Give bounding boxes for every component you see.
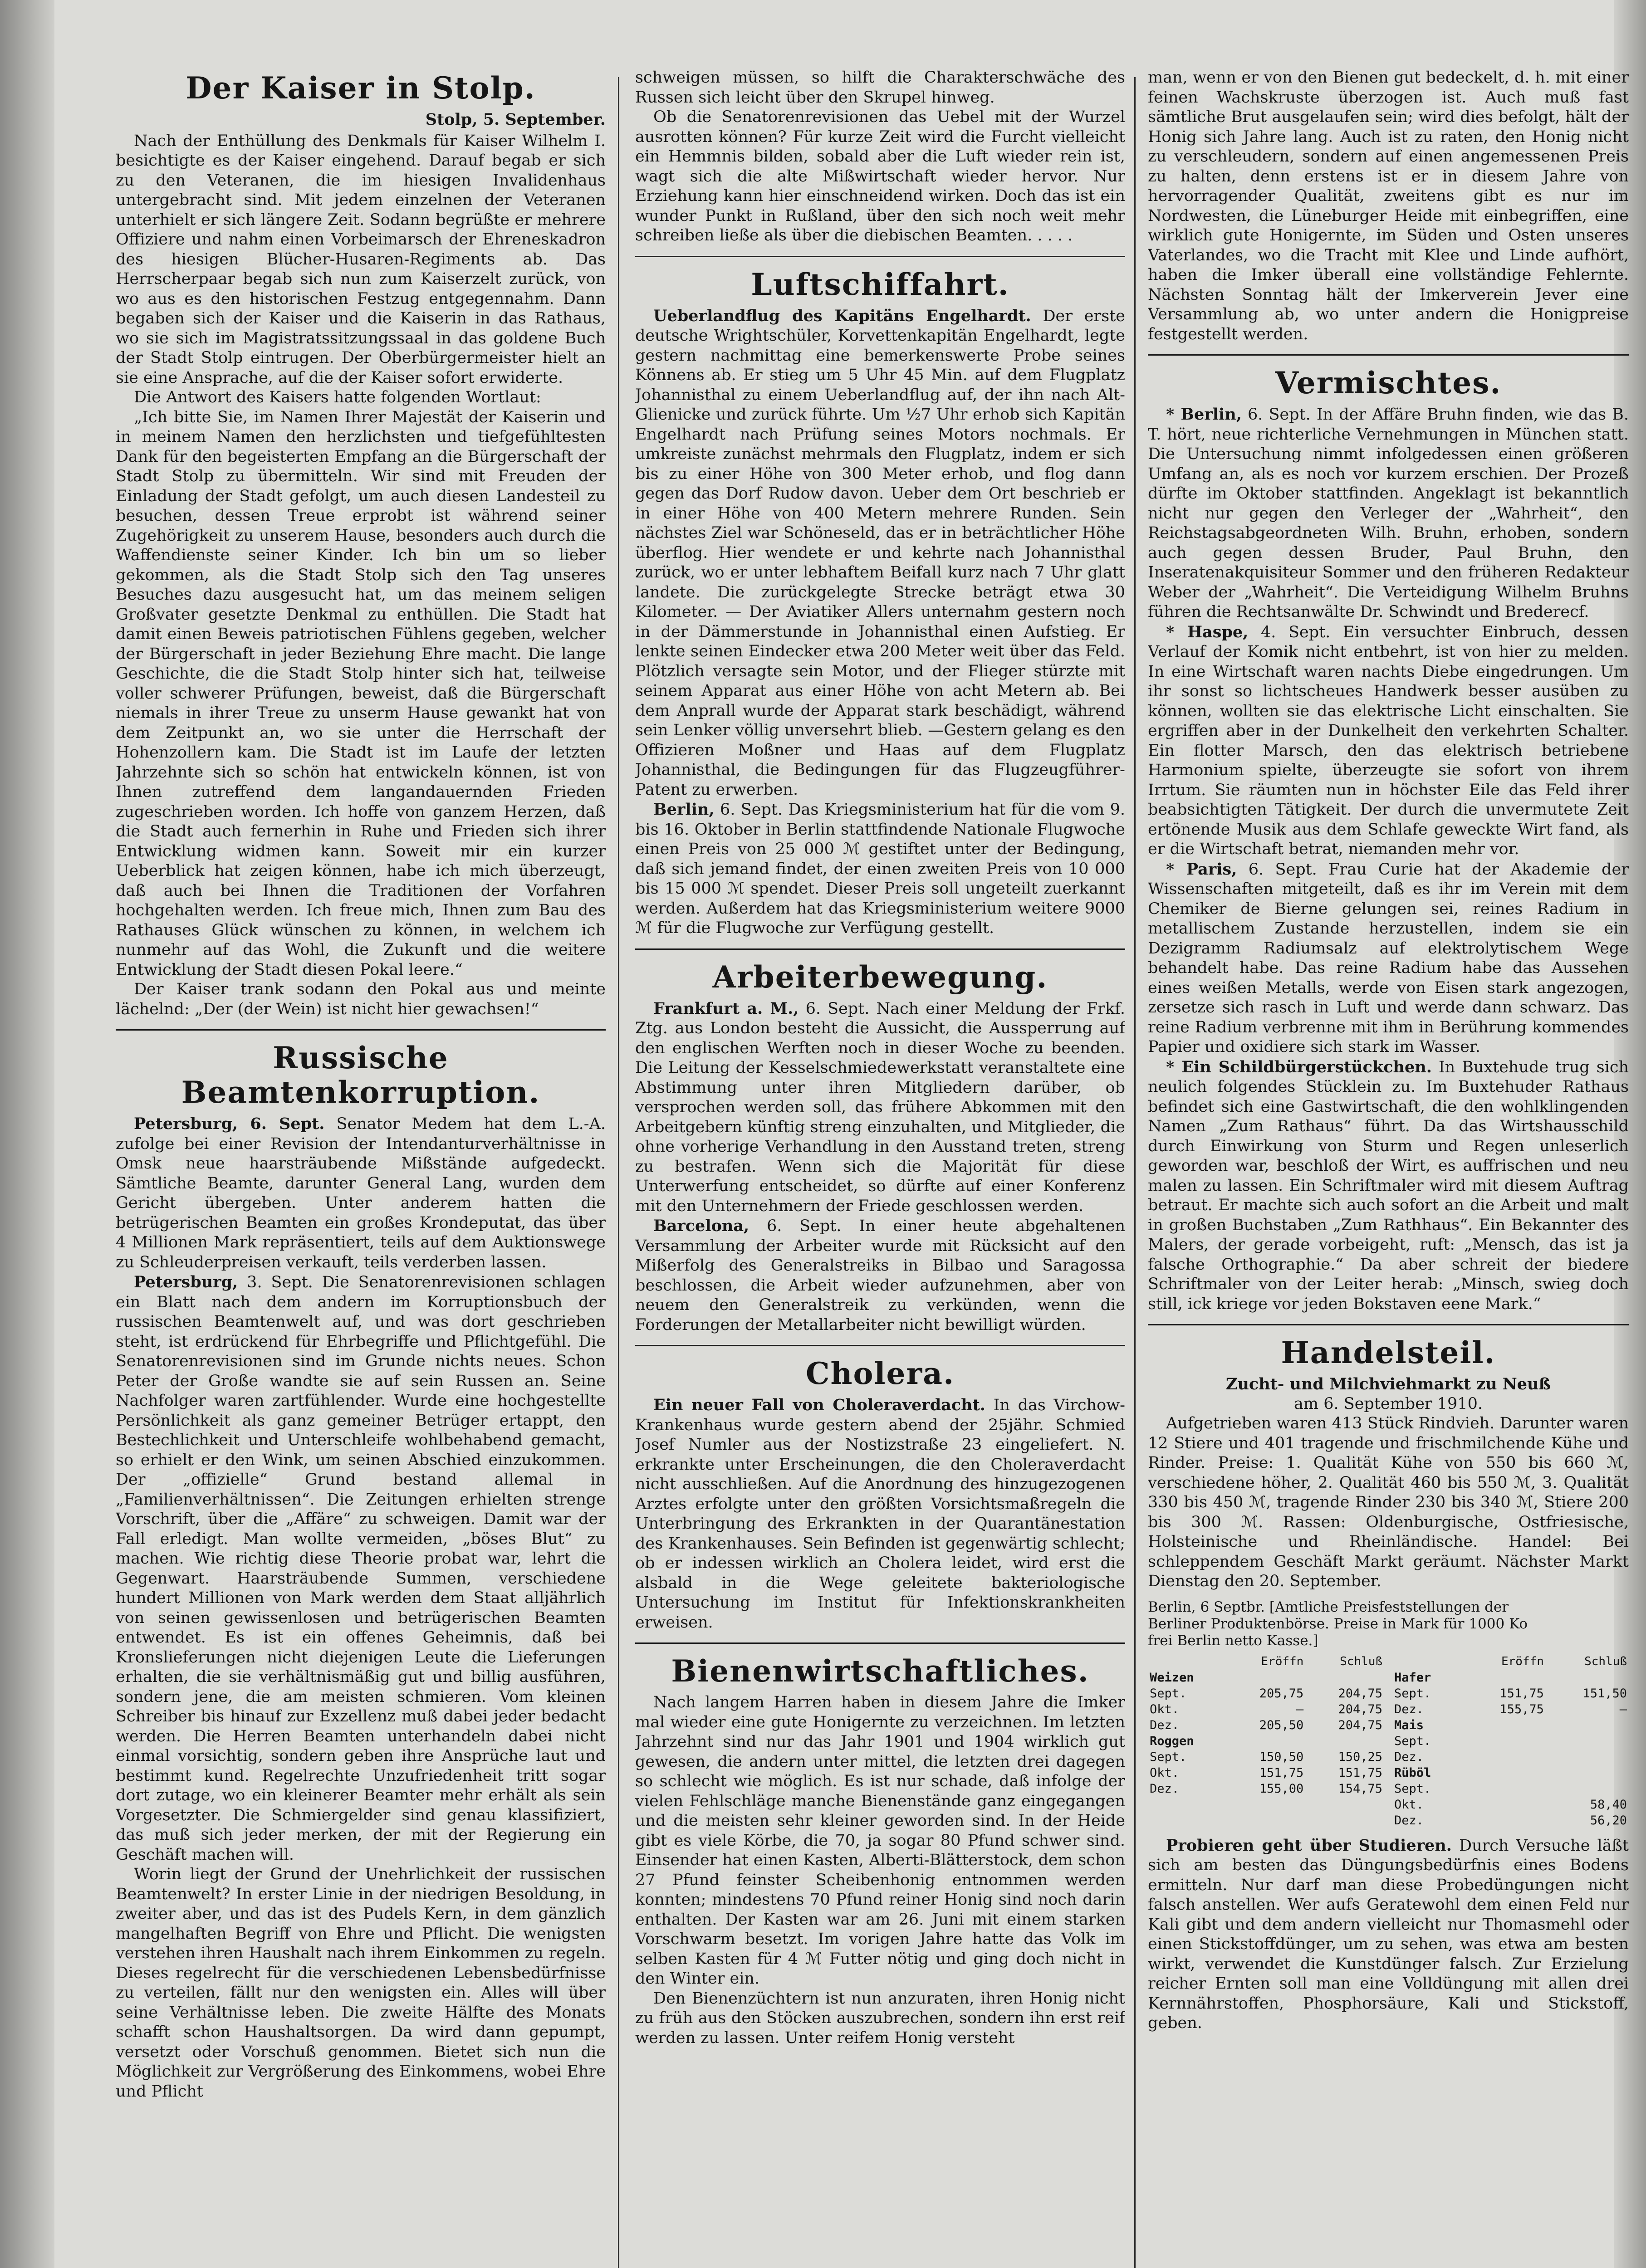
price-open: 151,75 <box>1499 1686 1544 1701</box>
price-close: 151,75 <box>1338 1765 1382 1780</box>
column-header-open: Eröffn <box>1261 1654 1304 1668</box>
article-paragraph: Der Kaiser trank sodann den Pokal aus und meinte lächelnd: „Der (der Wein) ist nicht hier gewachsen!“ <box>116 980 606 1018</box>
price-open <box>1227 1670 1306 1686</box>
price-label: Rüböl <box>1394 1765 1431 1780</box>
price-open: 150,50 <box>1259 1750 1304 1764</box>
headline-kaiser-in-stolp: Der Kaiser in Stolp. <box>186 70 536 106</box>
price-close: 58,40 <box>1590 1797 1627 1812</box>
price-open <box>1463 1781 1546 1797</box>
headline-russische-beamtenkorruption: Russische Beamtenkorruption. <box>181 1040 540 1110</box>
price-label: Dez. <box>1150 1718 1180 1732</box>
price-label: Dez. <box>1394 1702 1424 1716</box>
section-rule <box>635 256 1125 257</box>
article-paragraph: Ob die Senatorenrevisionen das Uebel mit der Wurzel ausrotten können? Für kurze Zeit wird die Furcht vielleicht ein Hemmnis bilden, sobald aber die Luft wieder rein ist, wagt sich die alte Mißwirtschaft wieder hervor. Nur Erziehung kann hier einschneidend wirken. Doch das ist ein wunder Punkt in Rußland, über den sich noch weit mehr schreiben ließe als über die diebischen Beamten. . . . . <box>635 108 1125 244</box>
article-lead: * Paris, <box>1166 860 1237 879</box>
article-paragraph <box>635 306 1125 800</box>
price-row <box>1148 1749 1384 1765</box>
price-row <box>1392 1813 1629 1828</box>
column-2 <box>635 68 1125 2268</box>
price-close: 151,50 <box>1582 1686 1627 1701</box>
headline-handelsteil: Handelsteil. <box>1281 1335 1496 1370</box>
price-close <box>1546 1765 1629 1781</box>
price-label: Hafer <box>1394 1670 1431 1685</box>
market-date: am 6. September 1910. <box>1294 1394 1483 1413</box>
article-text: Der erste deutsche Wrightschüler, Korvettenkapitän Engelhardt, legte gestern nachmittag eine bemerkenswerte Probe seines Könnens ab. Er stieg um 5 Uhr 45 Min. auf dem Flugplatz Johannisthal zu einem Ueberlandflug auf, der ihn nach Alt-Glienicke und zurück führte. Um ½7 Uhr erhob sich Kapitän Engelhardt nach Prüfung seines Motors nochmals. Er umkreiste zunächst mehrmals den Flugplatz, indem er sich bis zu einer Höhe von 300 Meter erhob, und flog dann gegen das Dorf Rudow davon. Ueber dem Ort beschrieb er in einer Höhe von 400 Metern mehrere Runden. Sein nächstes Ziel war Schöneseld, das er in beträchtlicher Höhe überflog. Hier wendete er und kehrte nach Johannisthal zurück, wo er unter lebhaftem Beifall kurz nach 7 Uhr glatt landete. Die zurückgelegte Strecke beträgt etwa 30 Kilometer. — Der Aviatiker Allers unternahm gestern noch in der Dämmerstunde in Johannisthal einen Aufstieg. Er lenkte seinen Eindecker etwa 200 Meter weit über das Feld. Plötzlich versagte sein Motor, und der Flieger stürzte mit seinem Apparat aus einer Höhe von acht Metern ab. Bei dem Anprall wurde der Apparat stark beschädigt, während sein Lenker völlig unversehrt blieb. —Gestern gelang es den Offizieren Moßner und Haas auf dem Flugplatz Johannisthal, die Bedingungen für das Flugzeugführer-Patent zu erwerben. <box>635 307 1125 799</box>
price-close: 150,25 <box>1338 1750 1382 1764</box>
section-rule <box>1148 354 1629 356</box>
article-paragraph: Aufgetrieben waren 413 Stück Rindvieh. Darunter waren 12 Stiere und 401 tragende und frischmilchende Kühe und Rinder. Preise: 1. Qualität Kühe von 550 bis 660 ℳ, verschiedene höher, 2. Qualität 460 bis 550 ℳ, 3. Qualität 330 bis 450 ℳ, tragende Rinder 230 bis 340 ℳ, Stiere 200 bis 300 ℳ. Rassen: Oldenburgische, Ostfriesische, Holsteinische und Rheinländische. Handel: Bei schleppendem Geschäft Markt geräumt. Nächster Markt Dienstag den 20. September. <box>1148 1414 1629 1590</box>
article-text: 3. Sept. Die Senatorenrevisionen schlagen ein Blatt nach dem andern im Korruptionsbuch der russischen Beamtenwelt auf, und was dort geschrieben steht, ist erdrückend für Ehrbegriffe und Pflichtgefühl. Die Senatorenrevisionen sind im Grunde nichts neues. Schon Peter der Große wandte sie auf sein Russen an. Seine Nachfolger waren zartfühlender. Wurde eine hochgestellte Persönlichkeit als ganz gemeiner Betrüger ertappt, den Bestechlichkeit und Unterschleife wohlbehabend gemacht, so erhielt er den Wink, um seinen Abschied einzukommen. Der „offizielle“ Grund bestand allemal in „Familienverhältnissen“. Die Zeitungen erhielten strenge Vorschrift, über die „Affäre“ zu schweigen. Damit war der Fall erledigt. Man wollte vermeiden, „böses Blut“ zu machen. Wie richtig diese Theorie probat war, lehrt die Gegenwart. Haarsträubende Summen, verschiedene hundert Millionen von Mark werden dem Staat alljährlich von seinen gewissenlosen und betrügerischen Beamten entwendet. Es ist ein offenes Geheimnis, daß bei Kronslieferungen nicht diejenigen Leute die Lieferungen erhalten, die sie verhältnismäßig gut und billig ausführen, sondern jene, die am meisten schmieren. Vom kleinen Schreiber bis hinauf zur Exzellenz muß dabei jeder bedacht werden. Die Herren Beamten unterhandeln dabei nicht einmal vorsichtig, sondern geben ihre Ansprüche laut und bestimmt kund. Regelrechte Unzufriedenheit tritt sogar dort zutage, wo ein kleinerer Beamter mehr erhält als sein Vorgesetzter. Die Schmiergelder sind genau klassifiziert, das muß sich jeder merken, der mit der Regierung ein Geschäft machen will. <box>116 1273 606 1864</box>
article-paragraph <box>1148 1836 1629 2033</box>
article-text: 4. Sept. Ein versuchter Einbruch, dessen Verlauf der Komik nicht entbehrt, ist von hier zu melden. In eine Wirtschaft waren nachts Diebe eingedrungen. Um ihr sonst so lichtscheues Handwerk besser ausüben zu können, wollten sie das elektrische Licht einschalten. Sie ergriffen aber in der Dunkelheit den verkehrten Schalter. Ein flotter Marsch, den das elektrisch betriebene Harmonium spielte, überzeugte sie sofort von ihrem Irrtum. Sie räumten nun in höchster Eile das Feld ihrer beabsichtigten Tätigkeit. Der durch die unvermutete Zeit ertönende Musik aus dem Schlafe geweckte Wirt fand, als er die Wirtschaft betrat, niemanden mehr vor. <box>1148 623 1629 858</box>
column-1 <box>116 68 606 2268</box>
price-table-block <box>1148 1599 1629 1828</box>
section-rule <box>1148 1324 1629 1325</box>
headline-arbeiterbewegung: Arbeiterbewegung. <box>712 959 1048 995</box>
article-text: Senator Medem hat dem L.-A. zufolge bei einer Revision der Intendanturverhältnisse in Omsk neue haarsträubende Mißstände aufgedeckt. Sämtliche Beamte, darunter General Lang, wurden dem Gericht übergeben. Unter anderem hatten die betrügerischen Beamten ein großes Krondeputat, das über 4 Millionen Mark repräsentiert, teils auf dem Auktionswege zu Schleuderpreisen verkauft, teils verderben lassen. <box>116 1115 606 1271</box>
article-lead: Ueberlandflug des Kapitäns Engelhardt. <box>653 306 1031 325</box>
article-paragraph <box>1148 1057 1629 1315</box>
price-close <box>1546 1670 1629 1686</box>
article-paragraph: Den Bienenzüchtern ist nun anzuraten, ihren Honig nicht zu früh aus den Stöcken auszubrechen, sondern ihn erst reif werden zu lassen. Unter reifem Honig versteht <box>635 1989 1125 2047</box>
price-row <box>1148 1717 1384 1733</box>
article-lead: * Ein Schildbürgerstückchen. <box>1166 1057 1432 1076</box>
price-close <box>1546 1733 1629 1749</box>
price-open <box>1463 1733 1546 1749</box>
price-open <box>1463 1749 1546 1765</box>
article-lead: Barcelona, <box>653 1217 750 1235</box>
price-close <box>1546 1717 1629 1733</box>
article-text: 6. Sept. In einer heute abgehaltenen Versammlung der Arbeiter wurde mit Rücksicht auf den Mißerfolg des Generalstreiks in Bilbao und Saragossa beschlossen, die Arbeit wieder aufzunehmen, aber von neuem den Generalstreik zu verkünden, wenn die Forderungen der Metallarbeiter nicht bewilligt würden. <box>635 1217 1125 1334</box>
article-paragraph: „Ich bitte Sie, im Namen Ihrer Majestät der Kaiserin und in meinem Namen den herzlichsten und tiefgefühltesten Dank für den begeisterten Empfang an die Bürgerschaft der Stadt Stolp zu übermitteln. Wir sind mit Freuden der Einladung der Stadt gefolgt, um auch diesen Landesteil zu besuchen, dessen Treue erprobt ist während seiner Zugehörigkeit zu unserem Hause, besonders auch durch die Waffendienste seiner Kinder. Ich bin um so lieber gekommen, als die Stadt Stolp sich den Tag unseres Besuches dazu ausgesucht hat, um das meinem seligen Großvater gesetzte Denkmal zu enthüllen. Die Stadt hat damit einen Beweis patriotischen Fühlens gegeben, welcher der Bürgerschaft in jeder Beziehung Ehre macht. Die lange Geschichte, die die Stadt Stolp hinter sich hat, teilweise voller schwerer Prüfungen, beweist, daß die Bürgerschaft niemals in ihrer Treue zu unserm Hause gewankt hat von dem Zeitpunkt an, wo sie unter die Herrschaft der Hohenzollern kam. Die Stadt ist im Laufe der letzten Jahrzehnte sich so schön hat entwickeln können, ist von Ihnen zutreffend dem langandauernden Frieden zugeschrieben worden. Ich hoffe von ganzem Herzen, daß die Stadt auch fernerhin in Ruhe und Frieden sich ihrer Entwicklung widmen kann. Soweit mir ein kurzer Ueberblick hat zeigen können, habe ich mich überzeugt, daß auch bei Ihnen die Traditionen der Vorfahren hochgehalten werden. Ich freue mich, Ihnen zum Bau des Rathauses Glück wünschen zu können, in welchem ich nunmehr auf das Wohl, die Zukunft und die weitere Entwicklung der Stadt diesen Pokal leere.“ <box>116 408 606 979</box>
price-row <box>1148 1733 1384 1749</box>
price-row <box>1392 1749 1629 1765</box>
price-row <box>1148 1765 1384 1781</box>
price-row <box>1148 1670 1384 1686</box>
headline-cholera: Cholera. <box>805 1356 955 1391</box>
price-open <box>1227 1733 1306 1749</box>
column-rule-2 <box>1134 77 1136 2268</box>
article-paragraph <box>1148 622 1629 860</box>
article-text: In das Virchow-Krankenhaus wurde gestern abend der 25jähr. Schmied Josef Numler aus der Nostizstraße 23 eingeliefert. N. erkrankte unter Erscheinungen, die den Choleraverdacht nicht ausschließen. Auf die Anordnung des hinzugezogenen Arztes erfolgte unter den größten Vorsichtsmaßregeln die Unterbringung des Erkrankten in der Quarantänestation des Krankenhauses. Sein Befinden ist gegenwärtig schlecht; ob er indessen wirklich an Cholera leidet, wird erst die alsbald in die Wege geleitete bakteriologische Untersuchung im Institut für Infektionskrankheiten erweisen. <box>635 1396 1125 1632</box>
price-close <box>1546 1749 1629 1765</box>
price-label: Dez. <box>1394 1813 1424 1828</box>
price-open <box>1463 1813 1546 1828</box>
article-paragraph: Nach der Enthüllung des Denkmals für Kaiser Wilhelm I. besichtigte es der Kaiser eingehend. Darauf begab er sich zu den Veteranen, die im hiesigen Invalidenhaus untergebracht sind. Mit jedem einzelnen der Veteranen unterhielt er sich längere Zeit. Sodann begrüßte er mehrere Offiziere und nahm einen Vorbeimarsch der Ehreneskadron des hiesigen Blücher-Husaren-Regiments ab. Das Herrscherpaar begab sich nun zum Kaiserzelt zurück, von wo aus es den historischen Festzug entgegennahm. Dann begaben sich der Kaiser und die Kaiserin in das Rathaus, wo sie sich im Magistratssitzungssaal in das goldene Buch der Stadt Stolp eintrugen. Der Oberbürgermeister hielt an sie eine Ansprache, auf die der Kaiser sofort erwiderte. <box>116 132 606 387</box>
price-close: — <box>1619 1702 1627 1716</box>
price-label: Okt. <box>1150 1702 1180 1716</box>
article-text: 6. Sept. Frau Curie hat der Akademie der Wissenschaften mitgeteilt, daß es ihr im Verein mit dem Chemiker de Bierne gelungen sei, reines Radium in metallischem Zustande herzustellen, indem sie ein Dezigramm Radiumsalz auf elektrolytischem Wege behandelt habe. Das reine Radium habe das Aussehen eines weißen Metalls, werde von Eisen stark angezogen, zersetze sich rasch in Luft und werde dann schwarz. Das reine Radium verbrenne mit ihm in Berührung kommendes Papier und oxidiere sich stark im Wasser. <box>1148 860 1629 1056</box>
article-continuation: man, wenn er von den Bienen gut bedeckelt, d. h. mit einer feinen Wachskruste überzogen ist. Auch muß fast sämtliche Brut ausgelaufen sein; wird dies befolgt, hält der Honig sich Jahre lang. Auch ist zu raten, den Honig nicht zu verschleudern, sondern auf einen angemessenen Preis zu halten, denn erstens ist er in diesem Jahre von hervorragender Qualität, zweitens gibt es nur im Nordwesten, die Lüneburger Heide mit einbegriffen, eine wirklich gute Honigernte, im Süden und Osten unseres Vaterlandes, wo die Tracht mit Klee und Linde aufhört, haben die Imker überall eine vollständige Fehlernte. Nächsten Sonntag hält der Imkerverein Jever eine Versammlung ab, wo unter andern die Honigpreise festgestellt werden. <box>1148 68 1629 343</box>
price-label: Sept. <box>1394 1686 1431 1701</box>
price-close: 56,20 <box>1590 1813 1627 1828</box>
headline-vermischtes: Vermischtes. <box>1275 365 1502 401</box>
price-row <box>1392 1797 1629 1813</box>
price-label: Weizen <box>1150 1670 1194 1685</box>
price-label: Sept. <box>1394 1781 1431 1796</box>
book-spine-shadow <box>0 0 54 2268</box>
article-text: 6. Sept. In der Affäre Bruhn finden, wie das B. T. hört, neue richterliche Vernehmungen in München statt. Die Untersuchung nimmt infolgedessen einen größeren Umfang an, als es noch vor kurzem erschien. Der Prozeß dürfte im Oktober stattfinden. Angeklagt ist bekanntlich nicht nur gegen den Verleger der „Wahrheit“, den Reichstagsabgeordneten Wilh. Bruhn, erhoben, sondern auch gegen dessen Bruder, Paul Bruhn, den Inseratenakquisiteur Sommer und den früheren Redakteur Weber der „Wahrheit“. Die Verteidigung Wilhelm Bruhns führen die Rechtsanwälte Dr. Schwindt und Brederecf. <box>1148 406 1629 621</box>
price-label: Roggen <box>1150 1734 1194 1748</box>
price-open: 151,75 <box>1259 1765 1304 1780</box>
article-paragraph <box>635 800 1125 938</box>
price-close <box>1305 1670 1384 1686</box>
price-label: Mais <box>1394 1718 1424 1732</box>
price-open: — <box>1296 1702 1304 1716</box>
price-open <box>1463 1765 1546 1781</box>
article-paragraph <box>635 1395 1125 1633</box>
article-lead: Frankfurt a. M., <box>653 999 799 1018</box>
article-paragraph <box>1148 405 1629 622</box>
price-label: Sept. <box>1150 1750 1187 1764</box>
section-rule <box>116 1029 606 1031</box>
price-open <box>1463 1670 1546 1686</box>
price-close <box>1305 1733 1384 1749</box>
section-rule <box>635 1345 1125 1346</box>
market-subtitle: Zucht- und Milchviehmarkt zu Neuß <box>1225 1375 1551 1393</box>
article-paragraph <box>1148 860 1629 1057</box>
price-row <box>1392 1717 1629 1733</box>
column-header-close: Schluß <box>1340 1654 1382 1668</box>
column-header-open: Eröffn <box>1501 1654 1544 1668</box>
price-table-left <box>1148 1654 1384 1797</box>
price-open <box>1463 1797 1546 1813</box>
article-lead: * Haspe, <box>1166 622 1249 641</box>
article-lead: Petersburg, 6. Sept. <box>134 1114 325 1133</box>
price-table-header: frei Berlin netto Kasse.] <box>1148 1632 1318 1649</box>
column-header-close: Schluß <box>1584 1654 1627 1668</box>
article-text: In Buxtehude trug sich neulich folgendes Stücklein zu. Im Buxtehuder Rathaus befindet sich eine Gastwirtschaft, die den wohlklingenden Namen „Zum Rathaus“ führt. Da das Wirtshausschild durch Einwirkung von Sturm und Regen unleserlich geworden war, beschloß der Wirt, es auffrischen und neu malen zu lassen. Ein Schriftmaler wird mit diesem Auftrag betraut. Er machte sich auch sofort an die Arbeit und malt in großen Buchstaben „Zum Rathhaus“. Ein Bekannter des Malers, der gerade vorbeigeht, ruft: „Mensch, das ist ja falsche Orthographie.“ Da aber schreit der biedere Schriftmaler von der Leiter herab: „Minsch, swieg doch still, ick kriege vor jeden Bokstaven eene Mark.“ <box>1148 1058 1629 1313</box>
article-text: 6. Sept. Nach einer Meldung der Frkf. Ztg. aus London besteht die Aussicht, die Aussperrung auf den englischen Werften noch in dieser Woche zu beenden. Die Leitung der Kesselschmiedewerkstatt veranstaltete eine Abstimmung unter ihren Mitgliedern darüber, ob versprochen werden soll, das frühere Abkommen mit den Arbeitgebern künftig streng einzuhalten, und Mitglieder, die ohne vorherige Verhandlung in den Ausstand treten, streng zu bestrafen. Wenn sich die Majorität für diese Unterwerfung entscheidet, so dürfte auf einer Konferenz mit den Unternehmern der Friede geschlossen werden. <box>635 999 1125 1215</box>
price-label: Sept. <box>1150 1686 1187 1701</box>
price-row <box>1392 1686 1629 1701</box>
price-label: Dez. <box>1394 1750 1424 1764</box>
price-label: Okt. <box>1150 1765 1180 1780</box>
article-paragraph: Nach langem Harren haben in diesem Jahre die Imker mal wieder eine gute Honigernte zu verzeichnen. Im letzten Jahrzehnt sind nur das Jahr 1901 und 1904 wirklich gut gewesen, die andern unter mittel, die letzten drei dagegen so schlecht wie möglich. Es ist nur schade, daß infolge der vielen Fehlschläge manche Bienenstände ganz eingegangen und die meisten sehr kleiner geworden sind. In der Heide gibt es viele Körbe, die 70, ja sogar 80 Pfund schwer sind. Einsender hat einen Kasten, Alberti-Blätterstock, dem schon 27 Pfund feinster Scheibenhonig entnommen werden konnten; mindestens 70 Pfund reiner Honig sind noch darin enthalten. Der Kasten war am 26. Juni mit einem starken Vorschwarm besetzt. Im vorigen Jahre hatte das Volk im selben Kasten für 4 ℳ Futter nötig und ging doch nicht in den Winter ein. <box>635 1693 1125 1988</box>
price-table-header: Berliner Produktenbörse. Preise in Mark für 1000 Ko <box>1148 1615 1528 1632</box>
headline-luftschiffahrt: Luftschiffahrt. <box>751 266 1009 302</box>
price-close: 204,75 <box>1338 1686 1382 1701</box>
price-label: Dez. <box>1150 1781 1180 1796</box>
article-lead: * Berlin, <box>1166 405 1242 424</box>
price-row <box>1392 1701 1629 1717</box>
price-row <box>1392 1765 1629 1781</box>
price-table-header: Berlin, 6 Septbr. [Amtliche Preisfeststellungen der <box>1148 1598 1509 1615</box>
price-row <box>1148 1781 1384 1797</box>
price-open: 155,00 <box>1259 1781 1304 1796</box>
headline-bienenwirtschaftliches: Bienenwirtschaftliches. <box>671 1653 1089 1689</box>
price-open <box>1463 1717 1546 1733</box>
column-rule-1 <box>618 77 619 2268</box>
price-open: 205,75 <box>1259 1686 1304 1701</box>
section-rule <box>635 1642 1125 1644</box>
price-close <box>1546 1781 1629 1797</box>
price-row <box>1392 1781 1629 1797</box>
article-lead: Ein neuer Fall von Choleraverdacht. <box>653 1396 985 1414</box>
price-open: 205,50 <box>1259 1718 1304 1732</box>
price-open: 155,75 <box>1499 1702 1544 1716</box>
price-row <box>1148 1686 1384 1701</box>
article-paragraph: Die Antwort des Kaisers hatte folgenden Wortlaut: <box>134 388 541 406</box>
price-close: 154,75 <box>1338 1781 1382 1796</box>
section-rule <box>635 948 1125 950</box>
article-lead: Berlin, <box>653 800 715 819</box>
price-close: 204,75 <box>1338 1718 1382 1732</box>
article-text: Durch Versuche läßt sich am besten das Düngungsbedürfnis eines Bodens ermitteln. Nur darf man diese Probedüngungen nicht falsch anstellen. Wer aufs Geratewohl dem einen Feld nur Kali gibt und dem andern vielleicht nur Thomasmehl oder einen Stickstoffdünger, um zu sehen, was etwa am besten wirkt, verwendet die Kunstdünger falsch. Zur Erzielung reicher Ernten soll man eine Volldüngung mit allen drei Kernnährstoffen, Phosphorsäure, Kali und Stickstoff, geben. <box>1148 1836 1629 2032</box>
article-paragraph <box>116 1272 606 1865</box>
price-row <box>1148 1701 1384 1717</box>
price-close: 204,75 <box>1338 1702 1382 1716</box>
column-3 <box>1148 68 1629 2268</box>
article-lead: Petersburg, <box>134 1273 238 1291</box>
article-paragraph <box>635 999 1125 1217</box>
article-lead: Probieren geht über Studieren. <box>1166 1836 1452 1855</box>
article-paragraph: Worin liegt der Grund der Unehrlichkeit der russischen Beamtenwelt? In erster Linie in der niedrigen Besoldung, in zweiter aber, und das ist des Pudels Kern, in dem gänzlich mangelhaften Begriff von Ehre und Pflicht. Die wenigsten verstehen ihren Haushalt nach ihrem Einkommen zu regeln. Dieses regelrecht für die verschiedenen Lebensbedürfnisse zu verteilen, fällt nur den wenigsten ein. Alles will über seine Verhältnisse leben. Die zweite Hälfte des Monats schafft schon Haushaltsorgen. Da wird dann gepumpt, versetzt oder Vorschuß genommen. Bietet sich nun die Möglichkeit zur Vergrößerung des Einkommens, wobei Ehre und Pflicht <box>116 1865 606 2101</box>
dateline-stolp: Stolp, 5. September. <box>425 110 606 129</box>
article-paragraph <box>116 1114 606 1272</box>
price-label: Sept. <box>1394 1734 1431 1748</box>
price-row <box>1392 1733 1629 1749</box>
price-label: Okt. <box>1394 1797 1424 1812</box>
article-text: 6. Sept. Das Kriegsministerium hat für die vom 9. bis 16. Oktober in Berlin stattfindende Nationale Flugwoche einen Preis von 25 000 ℳ gestiftet unter der Bedingung, daß sich jemand findet, der einen zweiten Preis von 10 000 bis 15 000 ℳ spendet. Dieser Preis soll ungeteilt zuerkannt werden. Außerdem hat das Kriegsministerium weitere 9000 ℳ für die Flugwoche zur Verfügung gestellt. <box>635 801 1125 937</box>
article-paragraph <box>635 1216 1125 1335</box>
article-continuation: schweigen müssen, so hilft die Charakterschwäche des Russen sich leicht über den Skrupel hinweg. <box>635 68 1125 107</box>
price-row <box>1392 1670 1629 1686</box>
price-table-right <box>1392 1654 1629 1828</box>
